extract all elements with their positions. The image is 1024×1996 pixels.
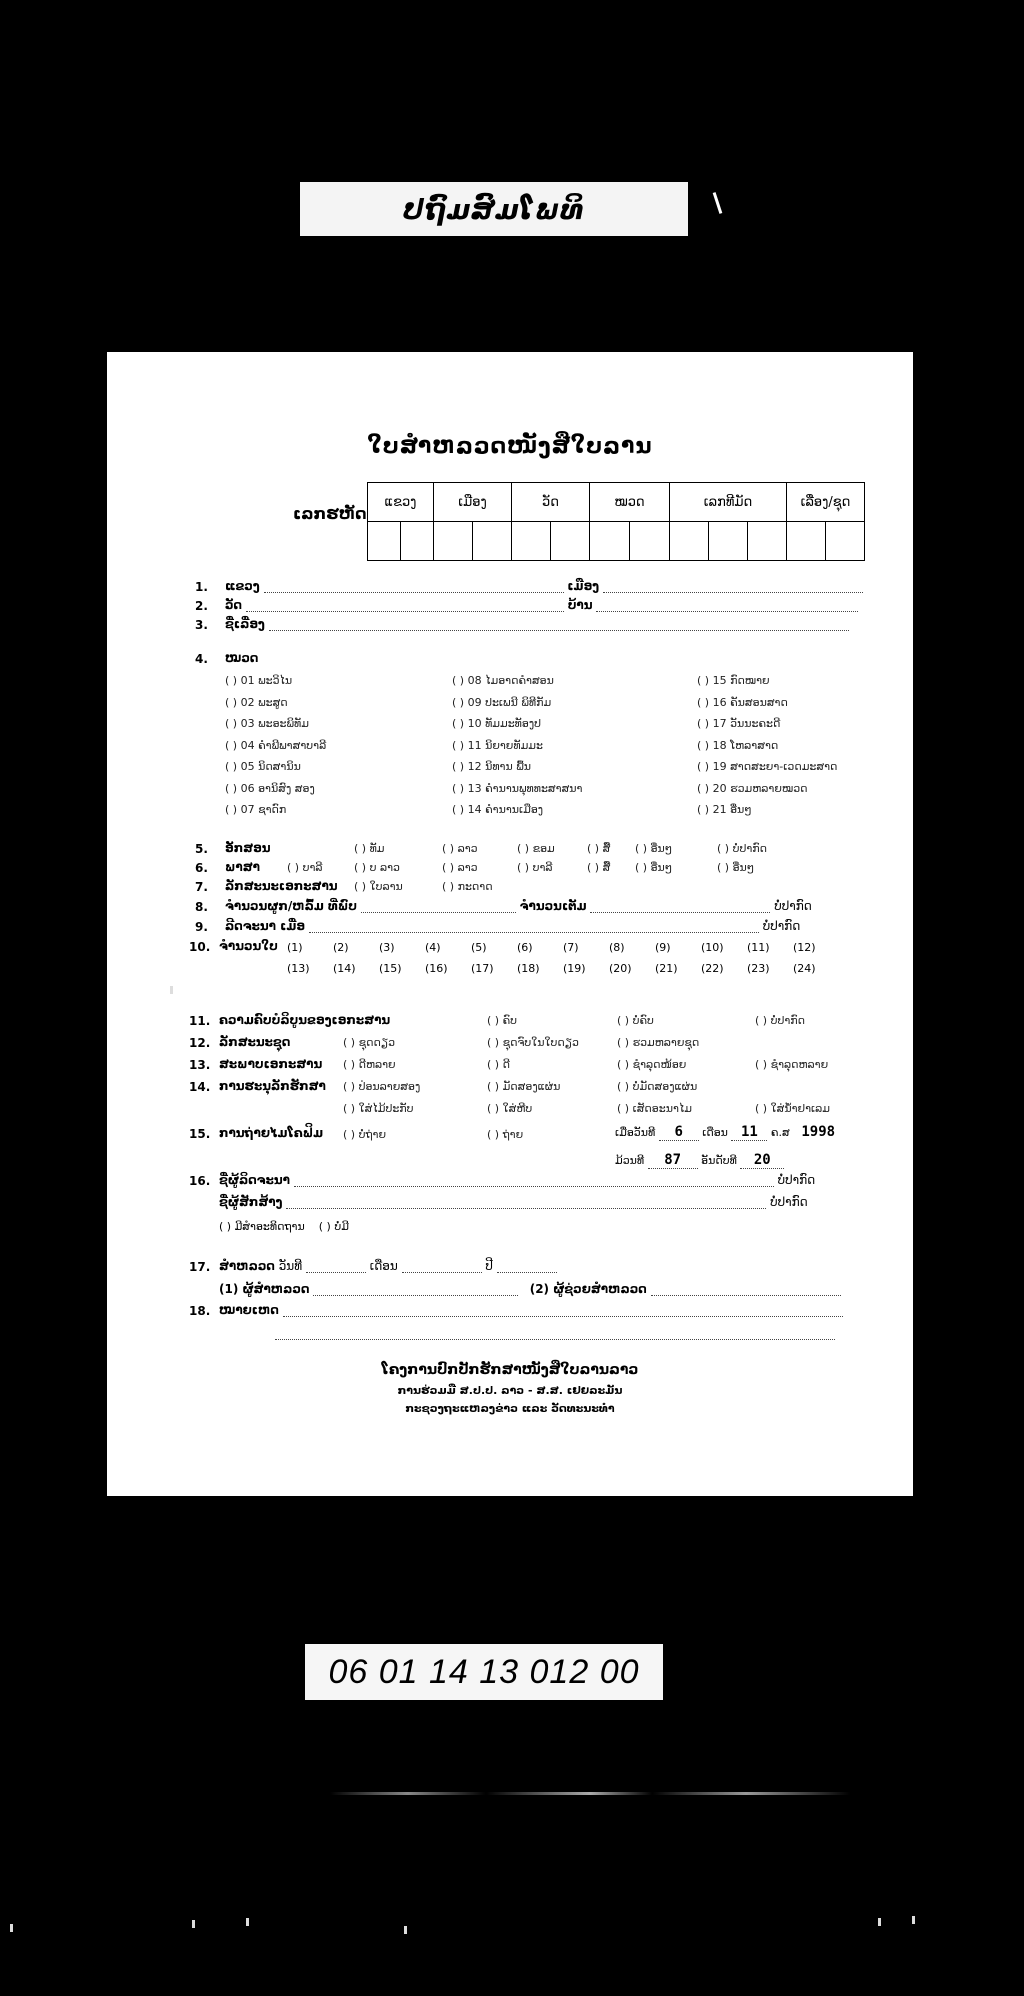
preservation-option[interactable]: ( ) ບໍ່ມັດສອງແຜ່ນ [617, 1080, 698, 1093]
fill-line [286, 1196, 766, 1209]
code-col-story: ເລື່ອງ/ຊຸດ [787, 483, 865, 522]
category-option[interactable]: ( ) 08 ໄມອາດຄຳສອນ [452, 674, 554, 687]
field-creator [219, 1195, 808, 1209]
leaf-count-cell[interactable]: (23) [747, 962, 770, 975]
leaf-count-cell[interactable]: (12) [793, 941, 816, 954]
code-cell [748, 522, 787, 561]
leaf-count-cell[interactable]: (5) [471, 941, 487, 954]
leaf-count-cell[interactable]: (6) [517, 941, 533, 954]
leaf-count-cell[interactable]: (7) [563, 941, 579, 954]
code-cell [473, 522, 512, 561]
code-cell [401, 522, 434, 561]
field-number: 6. [195, 861, 208, 875]
handwritten-year: 1998 [801, 1124, 836, 1140]
category-option[interactable]: ( ) 04 ຄຳພີພາສາບາລີ [225, 738, 327, 752]
field-label: ໝວດ [225, 651, 259, 665]
fill-line [306, 1260, 366, 1273]
category-option[interactable]: ( ) 19 ສາດສະຍາ-ເວດມະສາດ [697, 760, 838, 773]
category-option[interactable]: ( ) 18 ໂຫລາສາດ [697, 738, 779, 752]
category-option[interactable]: ( ) 09 ປະເພນີ ພິທີກັມ [452, 695, 552, 709]
fill-line [497, 1260, 557, 1273]
handwritten-frame: 20 [740, 1152, 784, 1169]
language-option[interactable]: ( ) ບາລີ [287, 861, 323, 874]
leaf-count-cell[interactable]: (1) [287, 941, 303, 954]
field-label: ແຂວງ [225, 579, 260, 593]
language-option[interactable]: ( ) ອື່ນໆ [635, 861, 673, 874]
script-option[interactable]: ( ) ລາວ [442, 842, 478, 855]
scan-speck [10, 1924, 13, 1932]
leaf-count-row [287, 962, 839, 975]
field-author [219, 1173, 815, 1187]
field-label: ປີ [485, 1259, 493, 1273]
category-option[interactable]: ( ) 14 ຄຳນານເມືອງ [452, 803, 544, 816]
scan-speck [170, 986, 173, 994]
preservation-option[interactable]: ( ) ໃສ່ຫີບ [487, 1102, 533, 1115]
completeness-option[interactable]: ( ) ບໍ່ປາກົດ [755, 1014, 805, 1027]
microfilm-roll [615, 1152, 784, 1169]
leaf-count-cell[interactable]: (16) [425, 962, 448, 975]
dedication-option[interactable]: ( ) ບໍ່ມີ [318, 1220, 349, 1233]
field-label: ຄ.ສ [770, 1126, 790, 1139]
leaf-count-row [287, 941, 839, 954]
leaf-count-cell[interactable]: (11) [747, 941, 770, 954]
scan-artifact [330, 1792, 850, 1795]
condition-option[interactable]: ( ) ຊຳລຸດໜ້ອຍ [617, 1058, 687, 1071]
field-province [225, 579, 863, 593]
field-label: ບໍ່ປາກົດ [774, 899, 812, 913]
fill-line [264, 580, 564, 593]
field-label: ວັນທີ [278, 1259, 303, 1273]
margin-mark [713, 192, 723, 214]
microfilm-option[interactable]: ( ) ຖ່າຍ [487, 1128, 524, 1141]
completeness-option[interactable]: ( ) ບໍ່ຄົບ [617, 1014, 654, 1027]
set-type-option[interactable]: ( ) ຊຸດຈົບໃນໃບດຽວ [487, 1036, 580, 1049]
scan-speck [878, 1918, 881, 1926]
code-label: ເລກຮຫັດ [293, 504, 367, 523]
handwritten-day: 6 [659, 1124, 699, 1141]
fill-line [309, 920, 759, 933]
code-grid-cells [368, 522, 865, 561]
category-option[interactable]: ( ) 17 ວັນນະຄະດີ [697, 717, 781, 730]
preservation-option[interactable]: ( ) ເສັດອະນາໄມ [617, 1102, 693, 1115]
field-notes [219, 1303, 843, 1317]
field-label: ບໍ່ປາກົດ [770, 1195, 808, 1209]
field-label: ຄວາມຄົບບໍລິບູນຂອງເອກະສານ [219, 1013, 391, 1027]
category-option[interactable]: ( ) 05 ນິດສານິນ [225, 760, 301, 773]
code-cell [434, 522, 473, 561]
condition-option[interactable]: ( ) ດີຫລາຍ [343, 1058, 396, 1071]
handwritten-month: 11 [731, 1124, 767, 1141]
category-column-2 [452, 674, 583, 825]
document-type-option[interactable]: ( ) ກະດາດ [442, 880, 493, 893]
fill-line [603, 580, 863, 593]
field-label: ເມືອງ [567, 579, 600, 593]
leaf-count-cell[interactable]: (15) [379, 962, 402, 975]
category-option[interactable]: ( ) 20 ຮວມຫລາຍໝວດ [697, 781, 808, 795]
code-col-province: ແຂວງ [368, 483, 434, 522]
field-label: (2) ຜູ້ຊ່ວຍສຳຫລວດ [529, 1282, 647, 1296]
leaf-count-cell[interactable]: (19) [563, 962, 586, 975]
microfilm-option[interactable]: ( ) ບໍ່ຖ່າຍ [343, 1128, 387, 1141]
code-grid-header [368, 483, 865, 522]
field-label: ຈຳນວນຜູກ/ຫລົ້ມ ທີ່ພົບ [225, 899, 357, 913]
leaf-count-cell[interactable]: (17) [471, 962, 494, 975]
field-label: ມີສໍາອະທິດຖານ [234, 1220, 305, 1233]
field-label: ພາສາ [225, 860, 260, 874]
completeness-option[interactable]: ( ) ຄົບ [487, 1014, 518, 1027]
survey-form-sheet [107, 352, 913, 1496]
field-number: 10. [189, 940, 211, 954]
leaf-count-cell[interactable]: (13) [287, 962, 310, 975]
dedication-option[interactable]: ( ) ມີສໍາອະທິດຖານ [219, 1220, 305, 1233]
leaf-count-cell[interactable]: (8) [609, 941, 625, 954]
category-column-3 [697, 674, 837, 825]
code-cell [630, 522, 670, 561]
category-option[interactable]: ( ) 10 ທັມມະທັອງປ [452, 717, 542, 730]
code-cell [512, 522, 551, 561]
field-number: 14. [189, 1080, 211, 1094]
field-label: ການຮະນຸລັກຮັກສາ [219, 1079, 326, 1093]
field-label: ຊື່ເລື່ອງ [225, 617, 265, 631]
language-option[interactable]: ( ) ສື້ [587, 861, 611, 874]
field-number: 17. [189, 1260, 211, 1274]
category-column-1 [225, 674, 326, 825]
language-option[interactable]: ( ) ບ ລາວ [354, 861, 400, 874]
field-number: 4. [195, 652, 208, 666]
category-option[interactable]: ( ) 06 ອານິສົງ ສອງ [225, 781, 315, 795]
footer-project: ໂຄງການປົກປັກຮັກສາໜັງສືໃບລານລາວ [381, 1362, 639, 1378]
field-label: ໝາຍເຫດ [219, 1303, 279, 1317]
script-option[interactable]: ( ) ບໍ່ປາກົດ [717, 842, 767, 855]
preservation-option[interactable]: ( ) ໃສ່ໄມ້ປະກັບ [343, 1102, 414, 1115]
field-number: 5. [195, 842, 208, 856]
leaf-count-cell[interactable]: (10) [701, 941, 724, 954]
field-label: ບ້ານ [567, 598, 593, 612]
category-option[interactable]: ( ) 02 ພະສູດ [225, 695, 288, 709]
set-type-option[interactable]: ( ) ຊຸດດຽວ [343, 1036, 396, 1049]
code-col-temple: ວັດ [512, 483, 590, 522]
field-number: 16. [189, 1174, 211, 1188]
fill-line [590, 900, 770, 913]
category-option[interactable]: ( ) 21 ອື່ນໆ [697, 803, 752, 816]
field-label: ລັກສະນະຊຸດ [219, 1035, 291, 1049]
code-col-bundle: ເລກທີມັດ [670, 483, 787, 522]
code-cell [590, 522, 630, 561]
leaf-count-cell[interactable]: (14) [333, 962, 356, 975]
serial-number: 06 01 14 13 012 00 [305, 1644, 663, 1700]
fill-line [313, 1283, 518, 1296]
language-option[interactable]: ( ) ບາລີ [517, 861, 553, 874]
header-label: ປຖົມສົມໂພທິ [300, 182, 688, 236]
scan-speck [404, 1926, 407, 1934]
preservation-option[interactable]: ( ) ໃສ່ນໍ້າຢາເລມ [755, 1102, 830, 1115]
microfilm-date [615, 1124, 843, 1141]
field-number: 7. [195, 880, 208, 894]
fill-line [294, 1174, 774, 1187]
field-label: ຈຳນວນເຕັມ [519, 899, 587, 913]
leaf-count-cell[interactable]: (4) [425, 941, 441, 954]
code-cell [670, 522, 709, 561]
script-option[interactable]: ( ) ສື້ [587, 842, 611, 855]
preservation-option[interactable]: ( ) ປ່ອນລາຍສອງ [343, 1080, 421, 1093]
field-label: ຊື່ຜູ້ສັກສ້າງ [219, 1195, 283, 1209]
document-type-option[interactable]: ( ) ໃບລານ [354, 880, 403, 893]
field-label: ເມື່ອວັນທີ [615, 1126, 656, 1139]
code-grid [367, 482, 865, 561]
field-label: ເດືອນ [369, 1259, 398, 1273]
code-col-category: ໝວດ [590, 483, 670, 522]
leaf-count-cell[interactable]: (24) [793, 962, 816, 975]
category-option[interactable]: ( ) 15 ກົດໝາຍ [697, 674, 770, 687]
footer-cooperation: ການຮ່ວມມື ສ.ປ.ປ. ລາວ - ສ.ສ. ເຢຍລະມັນ [397, 1384, 623, 1397]
field-label: ບໍ່ປາກົດ [762, 919, 801, 933]
script-option[interactable]: ( ) ອື່ນໆ [635, 842, 673, 855]
field-label: ອັກສອນ [225, 841, 271, 855]
field-surveyors [219, 1282, 841, 1296]
handwritten-roll: 87 [648, 1152, 698, 1169]
code-cell [551, 522, 590, 561]
code-cell [709, 522, 748, 561]
footer-ministry: ກະຊວງຖະແຫລງຂ່າວ ແລະ ວັດທະນະທຳ [405, 1402, 615, 1415]
code-cell [368, 522, 401, 561]
field-number: 15. [189, 1127, 211, 1141]
preservation-option[interactable]: ( ) ມັດສອງແຜ່ນ [487, 1080, 561, 1093]
condition-option[interactable]: ( ) ດີ [487, 1058, 510, 1071]
leaf-count-cell[interactable]: (20) [609, 962, 632, 975]
field-label: ບໍ່ມີ [334, 1220, 349, 1233]
field-label: (1) ຜູ້ສຳຫລວດ [219, 1282, 310, 1296]
field-number: 9. [195, 920, 208, 934]
language-option[interactable]: ( ) ລາວ [442, 861, 478, 874]
scan-speck [192, 1920, 195, 1928]
field-label: ມ້ວນທີ [615, 1154, 645, 1167]
field-number: 18. [189, 1304, 211, 1318]
field-inscription-date [225, 919, 800, 933]
category-option[interactable]: ( ) 03 ພະອະພິທັມ [225, 717, 309, 730]
field-label: ບໍ່ປາກົດ [777, 1173, 816, 1187]
field-label: ຈຳນວນໃບ [219, 939, 278, 953]
condition-option[interactable]: ( ) ຊຳລຸດຫລາຍ [755, 1058, 829, 1071]
category-option[interactable]: ( ) 13 ຄຳນານພຸທທະສາສນາ [452, 781, 583, 795]
set-type-option[interactable]: ( ) ຮວມຫລາຍຊຸດ [617, 1036, 700, 1049]
leaf-count-cell[interactable]: (21) [655, 962, 678, 975]
field-number: 13. [189, 1058, 211, 1072]
field-temple [225, 598, 858, 612]
leaf-count-cell[interactable]: (2) [333, 941, 349, 954]
field-number: 11. [189, 1014, 211, 1028]
field-number: 3. [195, 618, 208, 632]
field-label: ສຳຫລວດ [219, 1259, 275, 1273]
fill-line [283, 1304, 843, 1317]
form-title: ໃບສຳຫລວດໜັງສືໃບລານ [367, 434, 653, 459]
category-option[interactable]: ( ) 11 ນິຍາຍທັມມະ [452, 738, 543, 752]
fill-line [651, 1283, 841, 1296]
code-cell [787, 522, 826, 561]
field-title [225, 617, 849, 631]
field-label: ສະພາບເອກະສານ [219, 1057, 323, 1071]
field-number: 2. [195, 599, 208, 613]
category-option[interactable]: ( ) 07 ຊາດົກ [225, 803, 287, 816]
leaf-count-cell[interactable]: (9) [655, 941, 671, 954]
field-label: ຊື່ຜູ້ລິດຈະນາ [219, 1173, 290, 1187]
field-label: ອັນດັບທີ [701, 1154, 737, 1167]
scan-speck [246, 1918, 249, 1926]
leaf-count-cell[interactable]: (22) [701, 962, 724, 975]
script-option[interactable]: ( ) ທັມ [354, 842, 385, 855]
script-option[interactable]: ( ) ຂອມ [517, 842, 555, 855]
field-label: ລັກສະນະເອກະສານ [225, 879, 338, 893]
code-cell [826, 522, 865, 561]
field-bundle-count [225, 899, 812, 913]
field-notes-line [275, 1326, 835, 1340]
fill-line [361, 900, 516, 913]
fill-line [269, 618, 849, 631]
field-label: ການຖ່າຍໄມໂຄຟິມ [219, 1126, 324, 1140]
field-number: 12. [189, 1036, 211, 1050]
fill-line [596, 599, 858, 612]
fill-line [402, 1260, 482, 1273]
field-dedication [219, 1220, 349, 1233]
category-option[interactable]: ( ) 01 ພະວິໄນ [225, 674, 293, 687]
leaf-count-cell[interactable]: (18) [517, 962, 540, 975]
leaf-count-cell[interactable]: (3) [379, 941, 395, 954]
field-number: 8. [195, 900, 208, 914]
scan-speck [912, 1916, 915, 1924]
fill-line [275, 1327, 835, 1340]
language-option[interactable]: ( ) ອື່ນໆ [717, 861, 755, 874]
field-label: ລີດຈະນາ ເມື່ອ [225, 919, 306, 933]
code-col-district: ເມືອງ [434, 483, 512, 522]
category-option[interactable]: ( ) 16 ຄັນສອນສາດ [697, 695, 788, 709]
category-option[interactable]: ( ) 12 ນິທານ ພື້ນ [452, 760, 531, 773]
field-number: 1. [195, 580, 208, 594]
field-survey-date [219, 1259, 557, 1273]
field-label: ວັດ [225, 598, 243, 612]
fill-line [246, 599, 564, 612]
field-label: ເດືອນ [702, 1126, 728, 1139]
